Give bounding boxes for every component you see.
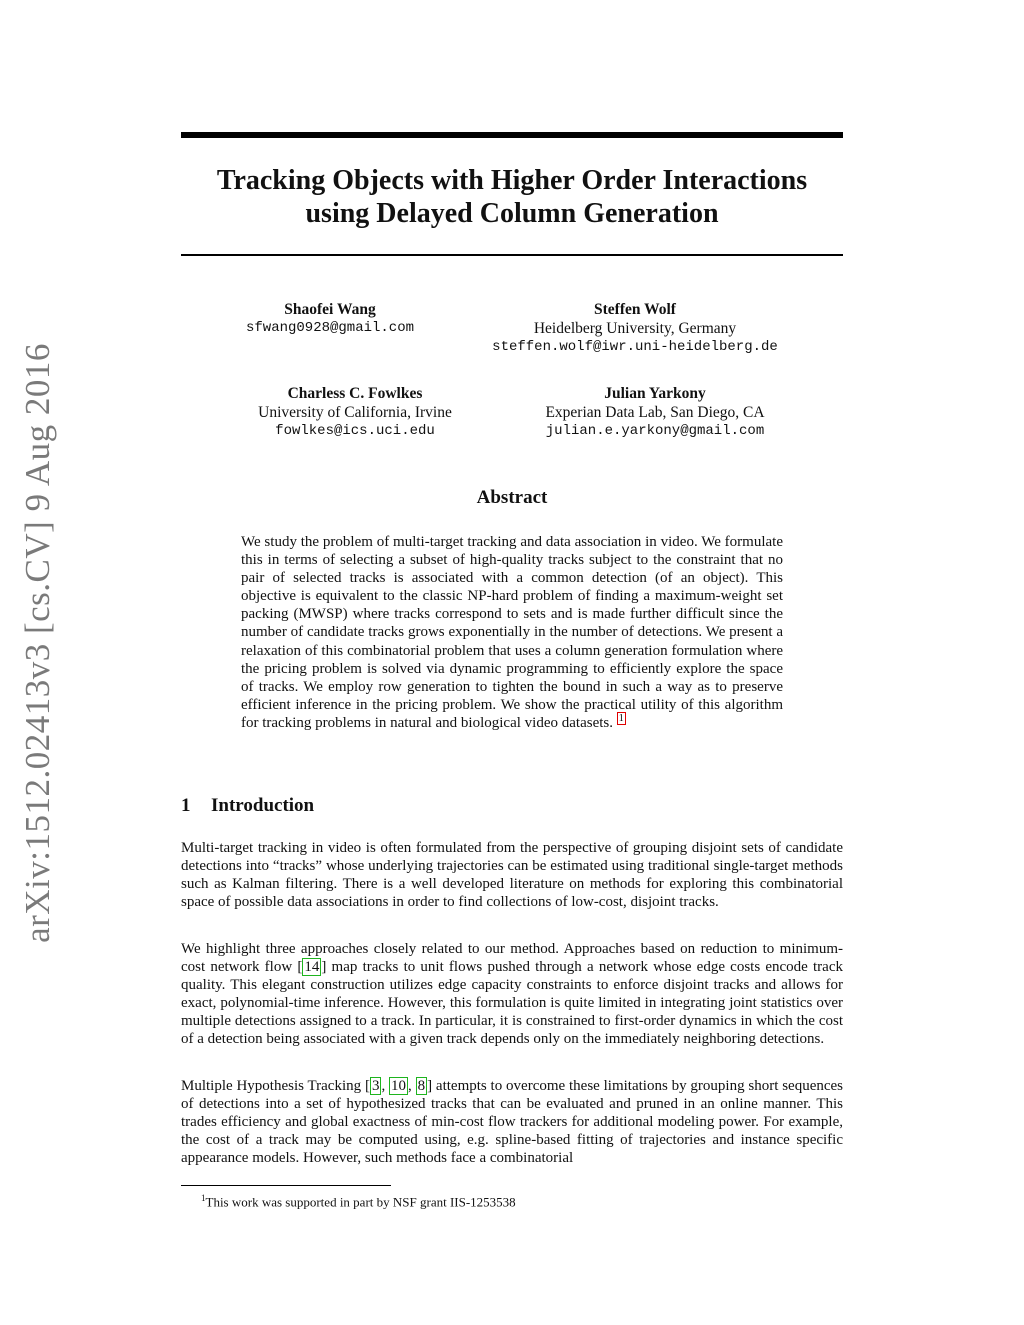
intro-paragraph-1: Multi-target tracking in video is often formulated from the perspective of grouping disjoint sets of candidate detections into “tracks” whose underlying trajectories can be estimated using traditional single-target methods such as Kalman filtering. There is a well developed literature on methods for exploring this combinatorial space of possible data associations in order to find collections of low-cost, disjoint tracks.	[181, 840, 843, 911]
title-bottom-rule	[181, 254, 843, 256]
intro-paragraph-3: Multiple Hypothesis Tracking [ 3 , 10 , 8 ] attempts to overcome these limitations by grouping short sequences of detections into a set of hypothesized tracks that can be evaluated and pruned in an online manner. This trades efficiency and global exactness of min-cost flow trackers for additional modeling power. For example, the cost of a track may be computed using, e.g. spline-based fitting of trajectories and instance specific appearance models. However, such methods face a combinatorial	[181, 1078, 844, 1167]
author-block-yarkony	[520, 384, 790, 441]
author-name: Julian Yarkony	[604, 385, 706, 402]
footnote-rule	[181, 1185, 391, 1186]
citation-link[interactable]: 14	[304, 959, 320, 976]
arxiv-identifier-stamp: arXiv:1512.02413v3 [cs.CV] 9 Aug 2016	[18, 343, 57, 943]
author-email: steffen.wolf@iwr.uni-heidelberg.de	[492, 339, 778, 355]
author-name: Charless C. Fowlkes	[287, 385, 423, 402]
author-affiliation: University of California, Irvine	[258, 404, 452, 421]
author-affiliation: Heidelberg University, Germany	[533, 320, 737, 337]
footnote-text: This work was supported in part by NSF grant IIS-1253538	[205, 1194, 516, 1210]
author-affiliation: Experian Data Lab, San Diego, CA	[545, 404, 765, 421]
title-line-2: using Delayed Column Generation	[305, 198, 719, 229]
citation-link[interactable]: 8	[417, 1078, 426, 1094]
intro-paragraph-2	[181, 940, 843, 1049]
citation-link[interactable]: 3	[371, 1078, 380, 1094]
abstract-text	[241, 533, 783, 732]
author-block-fowlkes	[240, 384, 470, 441]
section-heading-introduction	[181, 795, 843, 817]
author-name: Steffen Wolf	[594, 301, 676, 318]
title-line-1: Tracking Objects with Higher Order Interactions	[216, 165, 808, 196]
footnote	[201, 1190, 841, 1210]
paragraph-text: We highlight three approaches closely related to our method. Approaches based on reduction to minimum-cost network flow [	[181, 941, 843, 976]
paragraph-text: ] map tracks to unit flows pushed through a network whose edge costs encode track quality. This elegant construction utilizes edge capacity constraints to enforce disjoint tracks and allows for exact, polynomial-time inference. However, this formulation is quite limited in integrating joint statistics over multiple detections assigned to a track. In particular, it is constrained to first-order dynamics in which the cost of a detection being associated with a given track depends only on the immediately neighboring detections.	[181, 959, 843, 1048]
author-block-wang	[230, 300, 430, 338]
abstract-body-text: We study the problem of multi-target tracking and data association in video. We formulate this in terms of selecting a subset of high-quality tracks subject to the constraint that no pair of selected tracks is associated with a common detection (of an object). This objective is equivalent to the classic NP-hard problem of finding a maximum-weight set packing (MWSP) where tracks correspond to sets and is made further difficult since the number of candidate tracks grows exponentially in the number of detections. We present a relaxation of this combinatorial problem that uses a column generation formulation where the pricing problem is solved via dynamic programming to efficiently explore the space of tracks. We employ row generation to tighten the bound in such a way as to preserve efficient inference in the pricing problem. We show the practical utility of this algorithm for tracking problems in natural and biological video datasets.	[241, 534, 783, 731]
paragraph-text: Multiple Hypothesis Tracking [	[181, 1078, 370, 1094]
paper-title	[181, 164, 843, 230]
author-email: fowlkes@ics.uci.edu	[275, 423, 435, 439]
title-top-rule	[181, 132, 843, 138]
paragraph-text: ] attempts to overcome these limitations by grouping short sequences of detections into a set of hypothesized tracks that can be evaluated and pruned in an online manner. This trades efficiency and global exactness of min-cost flow trackers for additional modeling power. For example, the cost of a track may be computed using, e.g. spline-based fitting of trajectories and instance specific appearance models. However, such methods face a combinatorial	[181, 1078, 844, 1167]
author-block-wolf	[470, 300, 800, 357]
section-title: Introduction	[211, 795, 315, 816]
author-name: Shaofei Wang	[284, 301, 376, 318]
footnote-mark: 1	[201, 1193, 206, 1203]
citation-link[interactable]: 10	[391, 1078, 407, 1094]
author-email: julian.e.yarkony@gmail.com	[545, 423, 765, 439]
footnote-link[interactable]: 1	[618, 712, 624, 724]
abstract-heading: Abstract	[476, 487, 548, 508]
section-number: 1	[181, 795, 191, 816]
author-email: sfwang0928@gmail.com	[245, 320, 415, 336]
